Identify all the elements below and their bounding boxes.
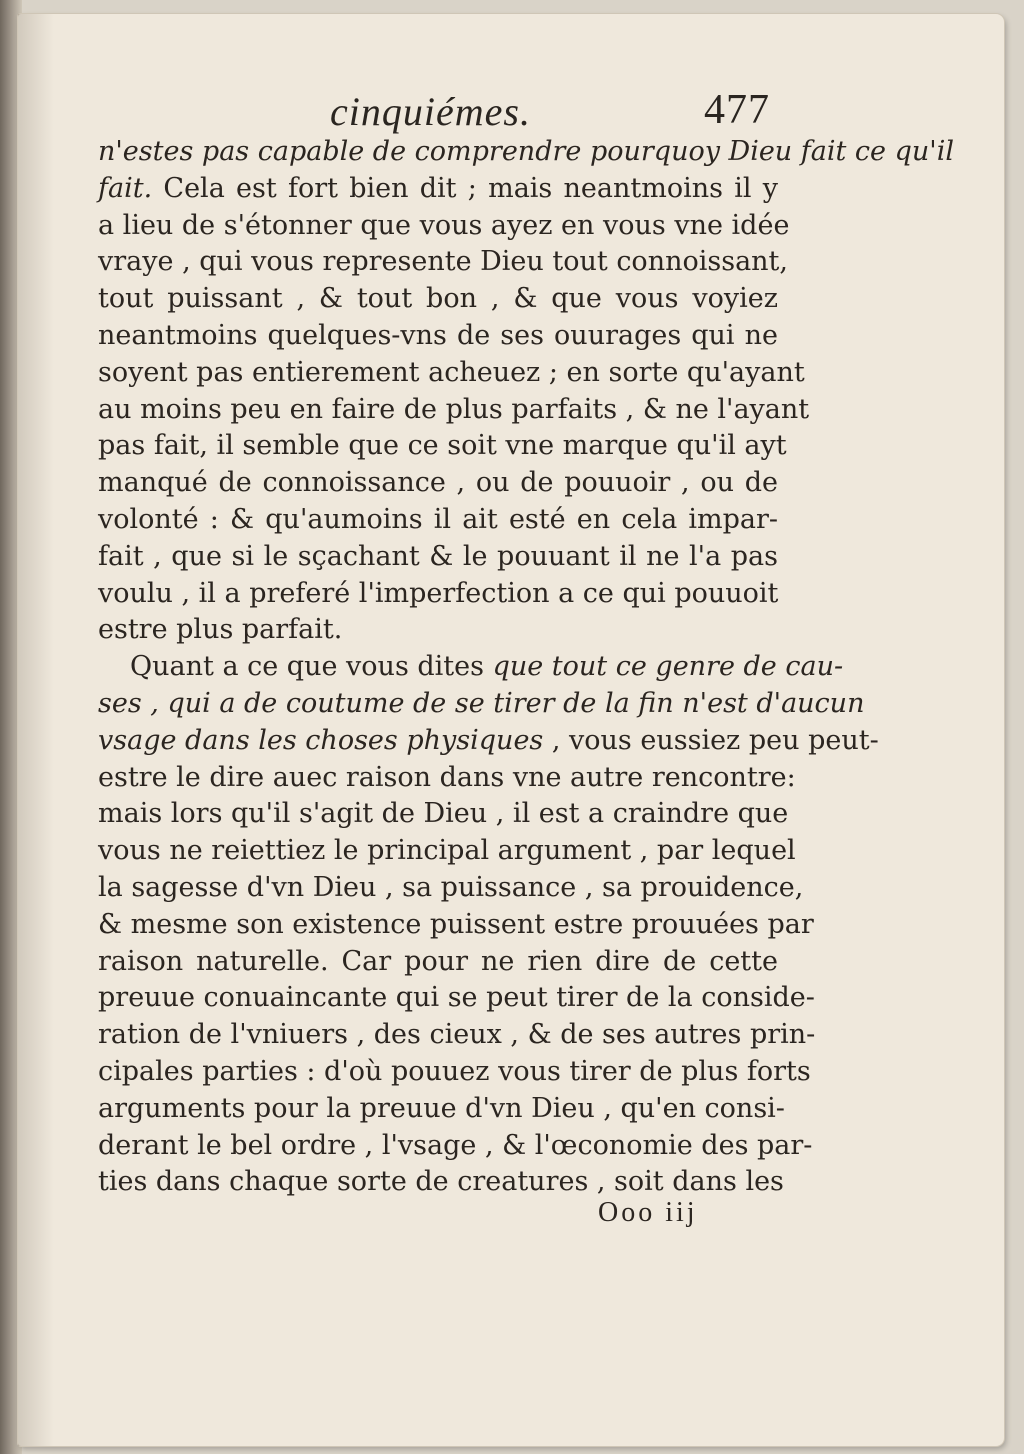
text-line [98,576,778,613]
signature-mark: Ooo iij [598,1197,698,1228]
page-number: 477 [704,87,770,133]
roman-text: tout puissant , & tout bon , & que vous voyiez [98,283,778,315]
text-line [98,796,789,833]
text-line [98,686,865,723]
italic-text: ses , qui a de coutume de se tirer de la fin n'est d'aucun [98,687,865,719]
text-line [98,1128,813,1165]
roman-text: mais lors qu'il s'agit de Dieu , il est a craindre que [98,798,789,830]
roman-text: au moins peu en faire de plus parfaits , & ne l'ayant [98,393,810,425]
text-line [98,502,778,539]
text-line [98,465,778,502]
italic-text: n'estes pas capable de comprendre pourquoy Dieu fait ce qu'il [98,136,954,167]
running-title: cinquiémes. [330,89,531,134]
roman-text: cipales parties : d'où pouuez vous tirer de plus forts [98,1055,811,1087]
roman-text: derant le bel ordre , l'vsage , & l'œconomie des par- [98,1129,813,1161]
roman-text: estre plus parfait. [98,614,343,646]
roman-text: arguments pour la preuue d'vn Dieu , qu'en consi- [98,1092,785,1124]
roman-text: fait , que si le sçachant & le pouuant il ne l'a pas [98,540,778,572]
roman-text: Cela est fort bien dit ; mais neantmoins il y [152,172,778,204]
text-line [98,612,778,649]
text-line [98,392,810,429]
text-line [98,1017,816,1054]
roman-text: vous ne reiettiez le principal argument , par lequel [98,835,796,867]
text-line [98,649,844,686]
italic-text: vsage dans les choses physiques [98,724,544,756]
italic-text: que tout ce genre de cau- [492,651,844,683]
roman-text: raison naturelle. Car pour ne rien dire de cette [98,945,778,977]
roman-text: & mesme son existence puissent estre prouuées par [98,908,814,940]
text-line [98,318,778,355]
book-page [18,14,1004,1446]
text-line [98,980,815,1017]
text-line [98,907,814,944]
gutter-shadow [18,14,54,1446]
roman-text: ties dans chaque sorte de creatures , soit dans les [98,1166,784,1198]
text-line [98,281,778,318]
roman-text: soyent pas entierement acheuez ; en sorte qu'ayant [98,356,805,388]
text-line [98,1091,785,1128]
roman-text: Quant a ce que vous dites [130,651,493,683]
body-text [98,134,954,1201]
text-line [98,428,787,465]
italic-text: fait. [98,172,153,204]
roman-text: volonté : & qu'aumoins il ait esté en cela impar- [98,503,778,535]
text-line [98,723,879,760]
roman-text: estre le dire auec raison dans vne autre rencontre: [98,761,796,793]
roman-text: preuue conuaincante qui se peut tirer de la conside- [98,982,815,1014]
roman-text: ration de l'vniuers , des cieux , & de ses autres prin- [98,1019,816,1051]
text-line [98,870,804,907]
text-line [98,134,954,171]
roman-text: vraye , qui vous represente Dieu tout connoissant, [98,246,788,278]
roman-text: a lieu de s'étonner que vous ayez en vous vne idée [98,209,790,241]
text-line [98,539,778,576]
roman-text: la sagesse d'vn Dieu , sa puissance , sa prouidence, [98,871,804,903]
roman-text: neantmoins quelques-vns de ses ouurages qui ne [98,319,778,351]
text-line [98,355,805,392]
text-line [98,244,788,281]
text-line [98,833,796,870]
text-line [98,1054,811,1091]
text-line [98,1164,784,1201]
text-line [98,171,778,208]
roman-text: manqué de connoissance , ou de pouuoir , ou de [98,467,778,499]
text-line [98,760,796,797]
roman-text: pas fait, il semble que ce soit vne marque qu'il ayt [98,430,787,462]
roman-text: , vous eussiez peu peut- [543,724,879,756]
roman-text: voulu , il a preferé l'imperfection a ce qui pouuoit [98,577,779,609]
text-line [98,944,778,981]
text-line [98,208,790,245]
